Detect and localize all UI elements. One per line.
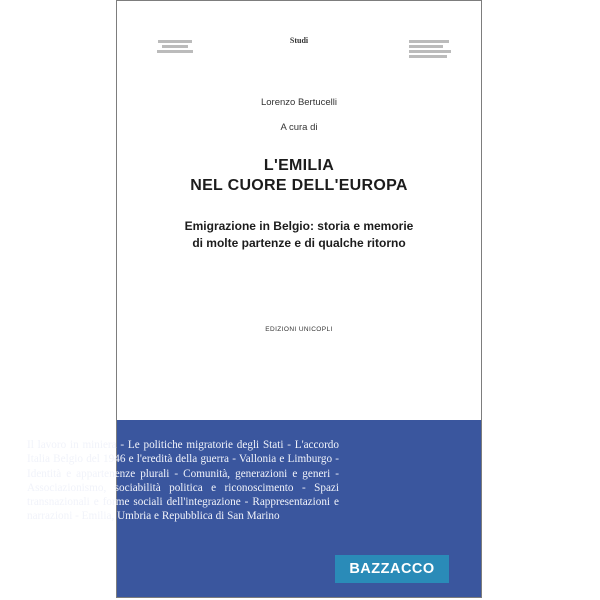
- title-line-1: L'EMILIA: [263, 157, 335, 174]
- author-name: Lorenzo Bertucelli: [260, 97, 338, 108]
- title-line-2: NEL CUORE DELL'EUROPA: [190, 177, 408, 194]
- publisher-name: EDIZIONI UNICOPLI: [265, 326, 333, 333]
- book-title: [117, 156, 481, 196]
- series-label: Studi: [289, 36, 309, 45]
- subtitle-line-2: di molte partenze e di qualche ritorno: [192, 236, 406, 250]
- series-info-right: [409, 40, 453, 58]
- book-subtitle: [117, 218, 481, 252]
- curator-label: A cura di: [280, 122, 318, 133]
- back-cover-topics: Il lavoro in miniera - Le politiche migratorie degli Stati - L'accordo Italia Belgio del 1946 e l'eredità della guerra - Vallonia e Limburgo - Identità e appartenenze plurali - Comunità, generazioni e generi - Associazionismo, sociabilità politica e riconoscimento - Spazi transnazionali e forme sociali dell'integrazione - Rappresentazioni e narrazioni - Emilia, Umbria e Repubblica di San Marino: [27, 439, 339, 523]
- subtitle-line-1: Emigrazione in Belgio: storia e memorie: [184, 219, 414, 233]
- bazzacco-watermark: BAZZACCO: [335, 555, 449, 583]
